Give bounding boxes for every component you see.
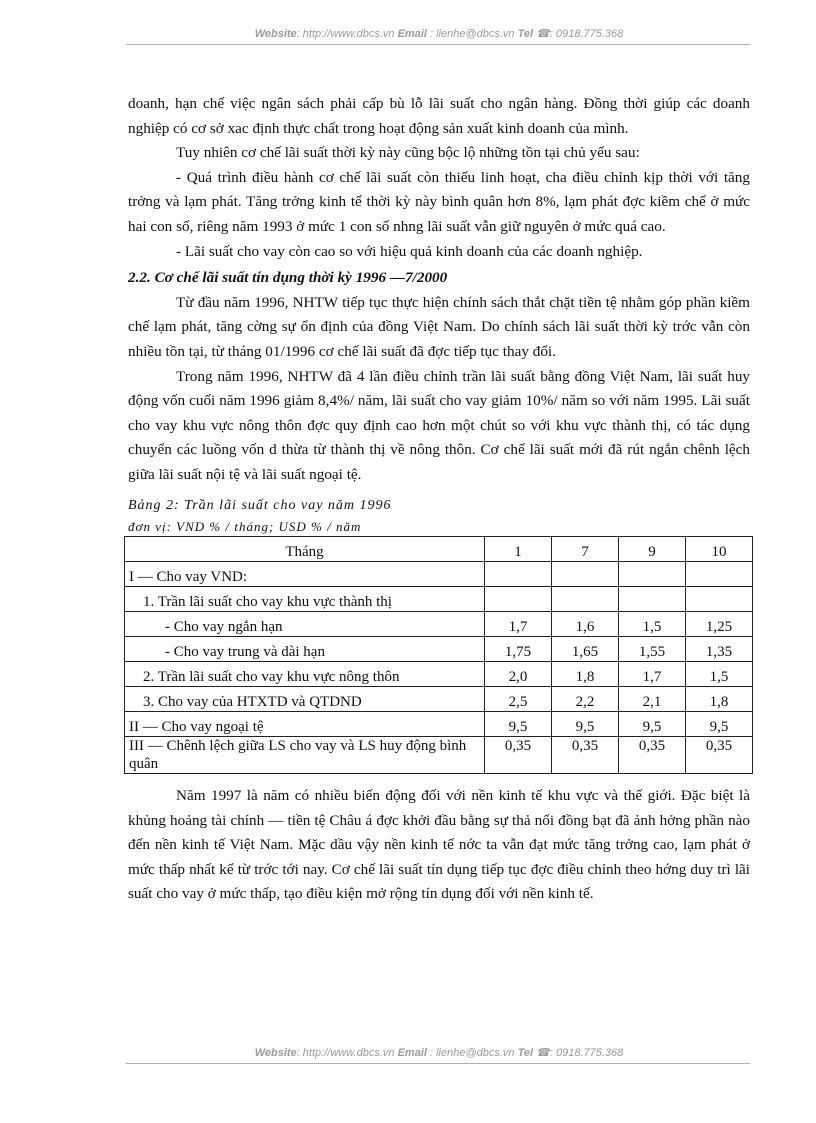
section-heading: 2.2. Cơ chế lãi suất tín dụng thời kỳ 1996 —7/2000 <box>128 269 448 287</box>
table-row <box>125 662 753 687</box>
table-cell <box>619 587 686 612</box>
table-cell: 1,5 <box>619 612 686 637</box>
table-caption: Bảng 2: Trần lãi suất cho vay năm 1996 <box>128 497 392 513</box>
tel-value: : 0918.775.368 <box>549 28 624 40</box>
email-value: : lienhe@dbcs.vn <box>430 1047 515 1059</box>
rate-table <box>124 536 753 774</box>
table-cell: 1,55 <box>619 637 686 662</box>
table-cell: 1,75 <box>485 637 552 662</box>
table-row <box>125 637 753 662</box>
table-cell: 0,35 <box>619 737 686 774</box>
table-cell: 0,35 <box>552 737 619 774</box>
phone-icon: ☎ <box>536 28 550 40</box>
table-cell: 2,2 <box>552 687 619 712</box>
phone-icon: ☎ <box>536 1047 550 1059</box>
header-cell: 1 <box>485 537 552 562</box>
paragraph-3: - Quá trình điều hành cơ chế lãi suất còn thiếu linh hoạt, cha điều chỉnh kịp thời với tăng trởng và lạm phát. Tăng trởng kinh tế thời kỳ này bình quân hơn 8%, lạm phát đợc kiềm chế ở mức hai con số, riêng năm 1993 ở mức 1 con số nhng lãi suất vẫn giữ nguyên ở mức quá cao. <box>128 168 750 235</box>
row-label: 1. Trần lãi suất cho vay khu vực thành thị <box>125 587 485 612</box>
table-cell: 0,35 <box>485 737 552 774</box>
table-cell: 9,5 <box>485 712 552 737</box>
tel-value: : 0918.775.368 <box>549 1047 624 1059</box>
table-cell <box>552 587 619 612</box>
page-header <box>128 27 750 40</box>
row-label: 2. Trần lãi suất cho vay khu vực nông thôn <box>125 662 485 687</box>
website-value: : http://www.dbcs.vn <box>296 1047 395 1059</box>
paragraph-2: Tuy nhiên cơ chế lãi suất thời kỳ này cũng bộc lộ những tồn tại chủ yếu sau: <box>176 144 640 162</box>
table-cell: 1,65 <box>552 637 619 662</box>
tel-label: Tel <box>517 1047 534 1059</box>
table-cell <box>686 587 753 612</box>
header-cell: Tháng <box>125 537 485 562</box>
table-cell: 0,35 <box>686 737 753 774</box>
footer-divider <box>126 1063 750 1064</box>
table-cell: 9,5 <box>619 712 686 737</box>
table-cell: 9,5 <box>686 712 753 737</box>
row-label: - Cho vay ngắn hạn <box>125 612 485 637</box>
website-label: Website <box>254 1047 297 1059</box>
document-body <box>128 92 750 907</box>
table-cell: 2,1 <box>619 687 686 712</box>
header-cell: 10 <box>686 537 753 562</box>
table-cell: 1,25 <box>686 612 753 637</box>
paragraph-7: Năm 1997 là năm có nhiều biến động đối với nền kinh tế khu vực và thế giới. Đặc biệt là khủng hoảng tài chính — tiền tệ Châu á đợc khởi đầu bằng sự thả nổi đồng bạt đã ảnh hởng phần nào đến nền kinh tế Việt Nam. Mặc dầu vậy nền kinh tế nớc ta vẫn đạt mức tăng trởng cao, lạm phát ở mức thấp nhất kể từ trớc tới nay. Cơ chế lãi suất tín dụng tiếp tục đợc điều chỉnh theo hớng duy trì lãi suất cho vay ở mức thấp, tạo điều kiện mở rộng tín dụng đối với nền kinh tế. <box>128 787 750 903</box>
email-label: Email <box>397 28 427 40</box>
header-cell: 9 <box>619 537 686 562</box>
table-row <box>125 712 753 737</box>
website-value: : http://www.dbcs.vn <box>296 28 395 40</box>
table-cell <box>686 562 753 587</box>
table-cell <box>619 562 686 587</box>
table-cell: 9,5 <box>552 712 619 737</box>
table-row <box>125 587 753 612</box>
tel-label: Tel <box>517 28 534 40</box>
row-label: I — Cho vay VND: <box>125 562 485 587</box>
row-label: III — Chênh lệch giữa LS cho vay và LS huy động bình quân <box>125 737 485 774</box>
paragraph-1: doanh, hạn chế việc ngân sách phải cấp bù lỗ lãi suất cho ngân hàng. Đồng thời giúp các doanh nghiệp có cơ sở xac định thực chất trong hoạt động sản xuất kinh doanh của mình. <box>128 95 750 137</box>
page-footer <box>128 1046 750 1059</box>
table-cell <box>485 562 552 587</box>
table-cell <box>485 587 552 612</box>
website-label: Website <box>254 28 297 40</box>
table-cell: 1,7 <box>619 662 686 687</box>
table-cell: 1,8 <box>552 662 619 687</box>
email-value: : lienhe@dbcs.vn <box>430 28 515 40</box>
table-cell: 1,6 <box>552 612 619 637</box>
table-header-row <box>125 537 753 562</box>
table-cell: 1,35 <box>686 637 753 662</box>
row-label: 3. Cho vay của HTXTD và QTDND <box>125 687 485 712</box>
table-cell: 1,8 <box>686 687 753 712</box>
table-cell: 1,5 <box>686 662 753 687</box>
header-cell: 7 <box>552 537 619 562</box>
table-cell: 1,7 <box>485 612 552 637</box>
table-cell <box>552 562 619 587</box>
table-unit: đơn vị: VND % / tháng; USD % / năm <box>128 519 362 535</box>
paragraph-4: - Lãi suất cho vay còn cao so với hiệu quả kinh doanh của các doanh nghiệp. <box>176 242 643 260</box>
table-row <box>125 562 753 587</box>
header-divider <box>126 44 750 45</box>
row-label: II — Cho vay ngoại tệ <box>125 712 485 737</box>
paragraph-6: Trong năm 1996, NHTW đã 4 lần điều chỉnh trần lãi suất bằng đồng Việt Nam, lãi suất huy động vốn cuối năm 1996 giảm 8,4%/ năm, lãi suất cho vay giảm 10%/ năm so với năm 1995. Lãi suất cho vay khu vực nông thôn đợc quy định cao hơn một chút so với khu vực thành thị, có tác dụng chuyển các luồng vốn d thừa từ thành thị về nông thôn. Cơ chế lãi suất mới đã rút ngắn chênh lệch giữa lãi suất nội tệ và lãi suất ngoại tệ. <box>128 367 750 483</box>
paragraph-5: Từ đầu năm 1996, NHTW tiếp tục thực hiện chính sách thắt chặt tiền tệ nhằm góp phần kiềm chế lạm phát, tăng cờng sự ổn định của đồng Việt Nam. Do chính sách lãi suất thời kỳ trớc vẫn còn nhiều tồn tại, từ tháng 01/1996 cơ chế lãi suất đã đợc tiếp tục thay đổi. <box>128 293 750 360</box>
table-cell: 2,0 <box>485 662 552 687</box>
table-row <box>125 737 753 774</box>
table-cell: 2,5 <box>485 687 552 712</box>
table-row <box>125 612 753 637</box>
email-label: Email <box>397 1047 427 1059</box>
table-row <box>125 687 753 712</box>
row-label: - Cho vay trung và dài hạn <box>125 637 485 662</box>
